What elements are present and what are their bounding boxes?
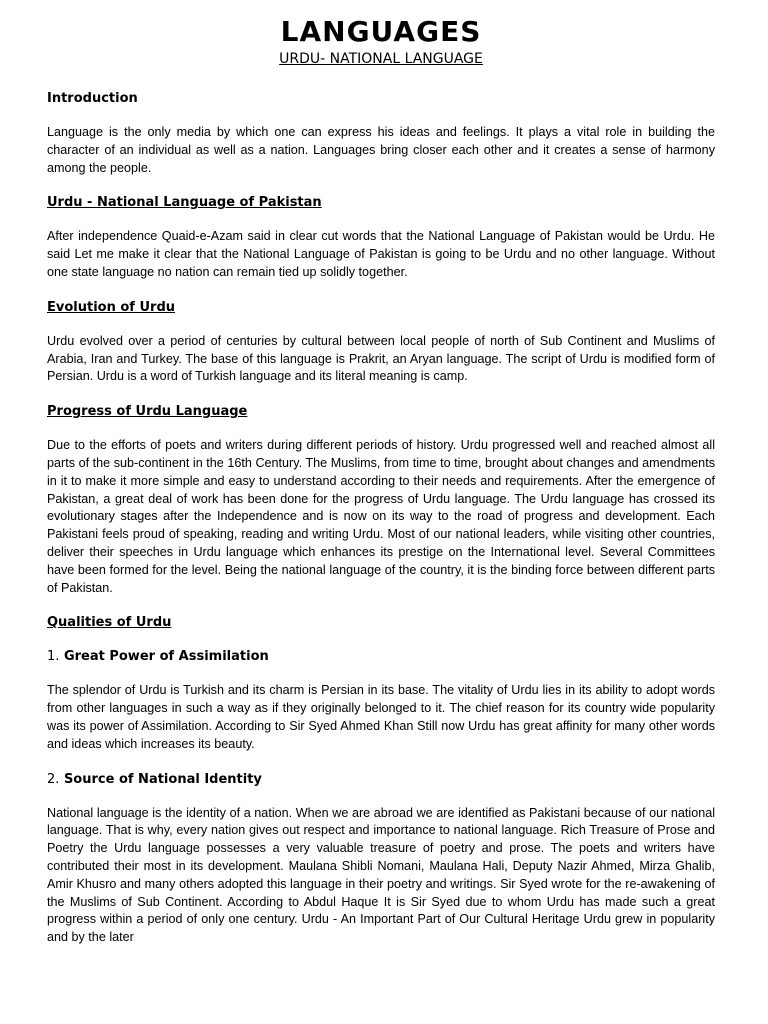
- heading-text: Great Power of Assimilation: [63, 649, 269, 665]
- section-paragraph: Urdu evolved over a period of centuries by cultural between local people of north of Sub Continent and Muslims of Arabia, Iran and Turkey. The base of this language is Prakrit, an Aryan language. The script of Urdu is modified form of Persian. Urdu is a word of Turkish language and its literal meaning is camp.: [47, 333, 715, 384]
- section-assimilation: [47, 648, 715, 753]
- section-heading: Evolution of Urdu: [47, 299, 176, 315]
- section-heading: Introduction: [47, 91, 138, 106]
- heading-number: 2.: [47, 771, 60, 787]
- document-title: LANGUAGES: [280, 15, 482, 48]
- section-paragraph: The splendor of Urdu is Turkish and its charm is Persian in its base. The vitality of Urdu lies in its ability to adopt words from other languages in such a way as if they originally belonged to it. The chief reason for its country wide popularity was its power of Assimilation. According to Sir Syed Ahmed Khan Still now Urdu has great affinity for many other words and ideas which increases its beauty.: [47, 683, 715, 751]
- numbered-heading: [47, 648, 715, 665]
- section-paragraph: Language is the only media by which one can express his ideas and feelings. It plays a vital role in building the character of an individual as well as a nation. Languages bring closer each other and it creates a sense of harmony among the people.: [47, 125, 715, 175]
- section-paragraph: Due to the efforts of poets and writers during different periods of history. Urdu progressed well and reached almost all parts of the sub-continent in the 16th Century. The Muslims, from time to time, brought about changes and amendments in it to make it more simple and easy to understand according to their needs and requirements. After the emergence of Pakistan, a great deal of work has been done for the progress of Urdu language. The Urdu language has crossed its evolutionary stages after the Independence and is now on its way to the road of progress and development. Each Pakistani feels proud of speaking, reading and writing Urdu. Most of our national leaders, while visiting other countries, deliver their speeches in Urdu language which enhances its prestige on the International level. Several Committees have been formed for the level. Being the national language of the country, it is the binding force between different parts of Pakistan.: [47, 438, 715, 595]
- numbered-heading: [47, 771, 715, 788]
- section-heading: Progress of Urdu Language: [47, 404, 248, 420]
- section-progress: [47, 403, 715, 597]
- section-heading: Urdu - National Language of Pakistan: [47, 195, 322, 211]
- document-subtitle: URDU- NATIONAL LANGUAGE: [279, 51, 483, 67]
- section-evolution: [47, 299, 715, 386]
- section-introduction: [47, 90, 715, 177]
- section-national-identity: [47, 771, 715, 947]
- section-national-language: [47, 194, 715, 281]
- section-paragraph: National language is the identity of a nation. When we are abroad we are identified as Pakistani because of our national language. That is why, every nation gives out respect and importance to national language. Rich Treasure of Prose and Poetry the Urdu language possesses a very valuable treasure of poetry and prose. The poets and writers have contributed their most in its development. Maulana Shibli Nomani, Maulana Hali, Deputy Nazir Ahmed, Mirza Ghalib, Amir Khusro and many others adopted this language in their poetry and writings. Sir Syed wrote for the re-awakening of the Muslims of Sub Continent. According to Abdul Haque It is Sir Syed due to whom Urdu has made such a great progress within a period of only one century. Urdu - An Important Part of Our Cultural Heritage Urdu grew in popularity and by the later: [47, 805, 715, 945]
- heading-number: 1.: [47, 649, 60, 665]
- section-heading: Qualities of Urdu: [47, 615, 172, 631]
- heading-text: Source of National Identity: [63, 771, 262, 787]
- section-qualities: [47, 614, 715, 631]
- section-paragraph: After independence Quaid-e-Azam said in clear cut words that the National Language of Pakistan would be Urdu. He said Let me make it clear that the National Language of Pakistan is going to be Urdu and no other language. Without one state language no nation can remain tied up solidly together.: [47, 229, 715, 279]
